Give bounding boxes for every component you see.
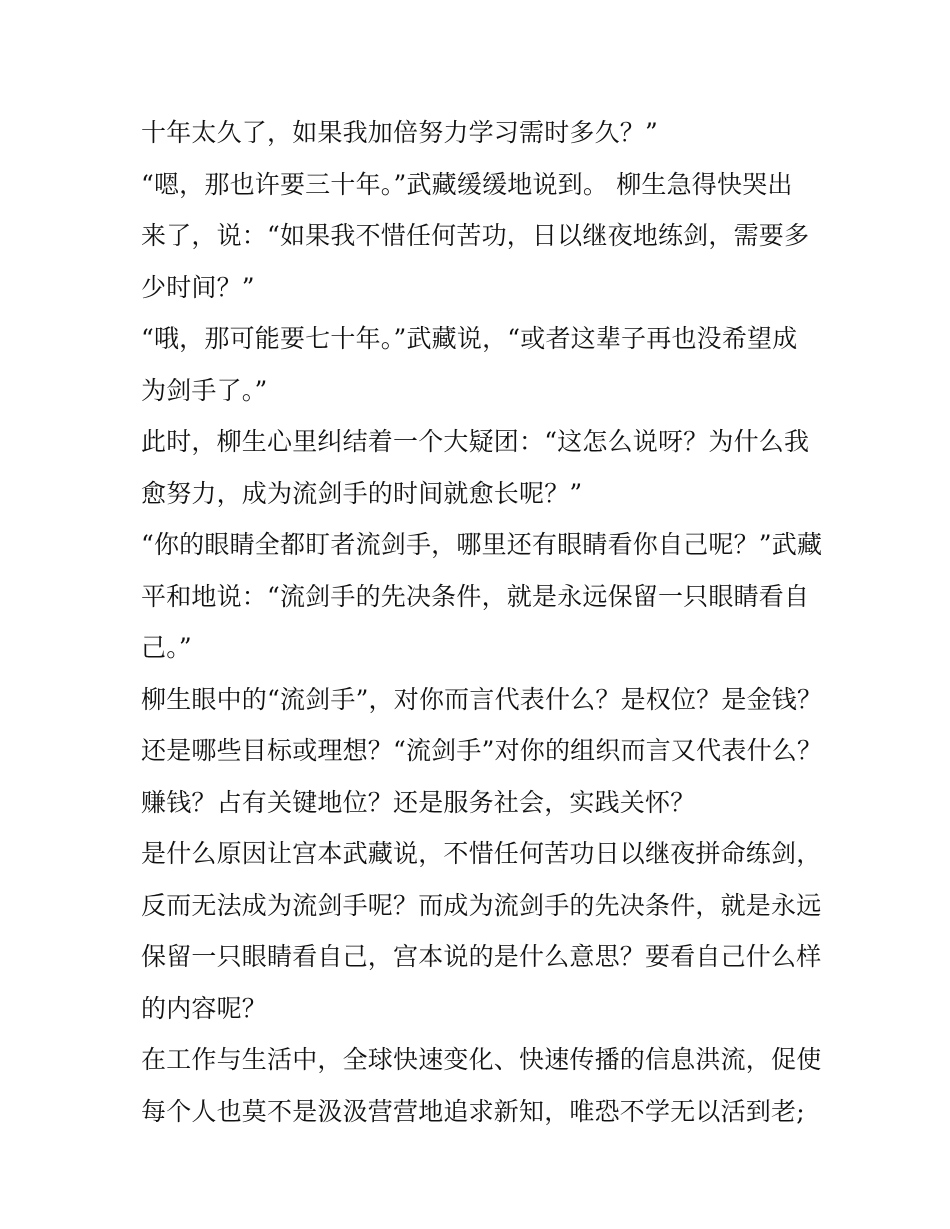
text-line: 己。” (141, 633, 192, 662)
text-line: 愈努力，成为流剑手的时间就愈长呢？” (141, 478, 583, 508)
text-line: “你的眼睛全都盯者流剑手，哪里还有眼睛看你自己呢？”武藏 (141, 530, 823, 559)
text-line: “哦，那可能要七十年。”武藏说，“或者这辈子再也没希望成 (141, 324, 798, 353)
text-line: 柳生眼中的“流剑手”，对你而言代表什么？是权位？是金钱？ (141, 684, 823, 714)
text-line: 保留一只眼睛看自己，宫本说的是什么意思？要看自己什么样 (141, 942, 822, 971)
text-line: 赚钱？占有关键地位？还是服务社会，实践关怀？ (141, 787, 696, 817)
text-line: 少时间？” (141, 272, 255, 302)
text-line: 是什么原因让宫本武藏说，不惜任何苦功日以继夜拼命练剑， (141, 839, 822, 868)
text-line: 在工作与生活中，全球快速变化、快速传播的信息洪流，促使 (141, 1045, 822, 1074)
text-line: “嗯，那也许要三十年。”武藏缓缓地说到。 柳生急得快哭出 (141, 169, 793, 199)
text-line: 平和地说：“流剑手的先决条件，就是永远保留一只眼睛看自 (141, 581, 810, 611)
text-line: 此时，柳生心里纠结着一个大疑团：“这怎么说呀？为什么我 (141, 427, 810, 456)
text-line: 反而无法成为流剑手呢？而成为流剑手的先决条件，就是永远 (141, 890, 822, 920)
text-line: 来了，说：“如果我不惜任何苦功，日以继夜地练剑，需要多 (141, 221, 810, 250)
text-line: 十年太久了，如果我加倍努力学习需时多久？” (141, 118, 658, 147)
text-line: 每个人也莫不是汲汲营营地追求新知，唯恐不学无以活到老; (141, 1096, 805, 1126)
text-line: 为剑手了。” (141, 375, 268, 405)
text-line: 的内容呢？ (141, 993, 268, 1023)
text-line: 还是哪些目标或理想？“流剑手”对你的组织而言又代表什么？ (141, 736, 823, 765)
body-text (141, 107, 831, 1137)
